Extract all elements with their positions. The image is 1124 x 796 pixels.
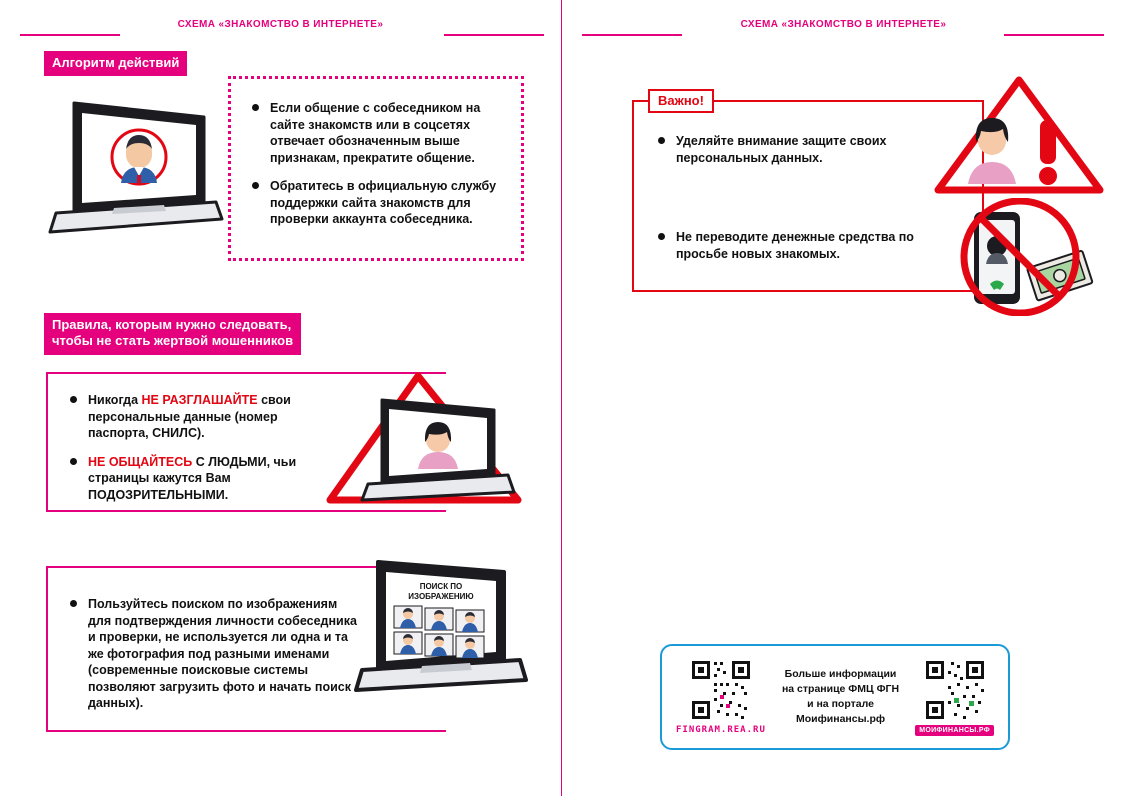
rules-b1-pre: Никогда: [88, 393, 142, 407]
header-rule-left-b: [444, 34, 544, 36]
svg-text:ПОИСК ПО: ПОИСК ПО: [419, 582, 463, 591]
algorithm-bullets: [250, 100, 500, 228]
laptop-illustration-1: [44, 95, 224, 245]
alert-triangle-illustration: [930, 72, 1108, 200]
no-money-transfer-illustration: [936, 198, 1104, 316]
qr-code-fingram-icon: [690, 659, 752, 721]
fingram-brand-label: FINGRAM.REA.RU: [676, 725, 766, 735]
header-rule-right-b: [1004, 34, 1104, 36]
svg-text:ИЗОБРАЖЕНИЮ: ИЗОБРАЖЕНИЮ: [408, 592, 474, 601]
right-sheet-header: СХЕМА «ЗНАКОМСТВО В ИНТЕРНЕТЕ»: [740, 19, 947, 30]
qr-right-wrap[interactable]: [915, 659, 994, 736]
tag-rules: [44, 313, 301, 355]
rules-b1-red: НЕ РАЗГЛАШАЙТЕ: [141, 393, 258, 407]
qr-left-wrap[interactable]: [676, 659, 766, 735]
moifinansy-brand-label: МОИФИНАНСЫ.РФ: [915, 725, 994, 736]
image-search-bullets: [68, 596, 358, 712]
tag-rules-line2: чтобы не стать жертвой мошенников: [52, 333, 294, 349]
tag-algorithm: Алгоритм действий: [44, 51, 187, 76]
footer-text-line1: Больше информации: [784, 667, 897, 680]
footer-info-card: [660, 644, 1010, 750]
rules-b1-post: свои персональные данные (номер паспорта, СНИЛС).: [88, 393, 291, 440]
list-item: Не переводите денежные средства по просьбе новых знакомых.: [656, 229, 916, 262]
footer-text: [782, 667, 899, 728]
rules-bullets: [68, 392, 298, 503]
footer-text-line2: на странице ФМЦ ФГН: [781, 682, 900, 695]
important-bullet-1: [656, 133, 906, 166]
footer-text-line4: Моифинансы.рф: [795, 713, 886, 726]
tag-rules-line1: Правила, которым нужно следовать,: [52, 317, 292, 332]
rules-b2-post: С ЛЮДЬМИ, чьи страницы кажутся Вам ПОДОЗРИТЕЛЬНЫМИ.: [88, 454, 297, 502]
rules-b2-red: НЕ ОБЩАЙТЕСЬ: [88, 454, 193, 469]
left-sheet-header: СХЕМА «ЗНАКОМСТВО В ИНТЕРНЕТЕ»: [177, 19, 384, 30]
page-divider: [561, 0, 562, 796]
important-tag: Важно!: [648, 89, 714, 113]
footer-text-line3: и на портале: [807, 698, 874, 710]
laptop-photo-grid-illustration: [336, 556, 531, 716]
list-item: [68, 392, 298, 442]
list-item: Уделяйте внимание защите своих персональных данных.: [656, 133, 906, 166]
list-item: Обратитесь в официальную службу поддержки сайта знакомств для проверки аккаунта собеседника.: [250, 178, 500, 228]
warning-triangle-laptop-illustration: [318, 368, 533, 513]
list-item: Если общение с собеседником на сайте знакомств или в соцсетях отвечает обозначенным выше признакам, прекратите общение.: [250, 100, 500, 166]
header-rule-right-a: [582, 34, 682, 36]
header-rule-left-a: [20, 34, 120, 36]
list-item: Пользуйтесь поиском по изображениям для подтверждения личности собеседника и проверки, не используется ли одна и та же фотография под разными именами (современные поисковые системы позволяют загрузить фото и начать поиск данных).: [68, 596, 358, 712]
list-item: [68, 454, 298, 504]
qr-code-moifinansy-icon: [924, 659, 986, 721]
important-bullet-2: [656, 229, 916, 262]
